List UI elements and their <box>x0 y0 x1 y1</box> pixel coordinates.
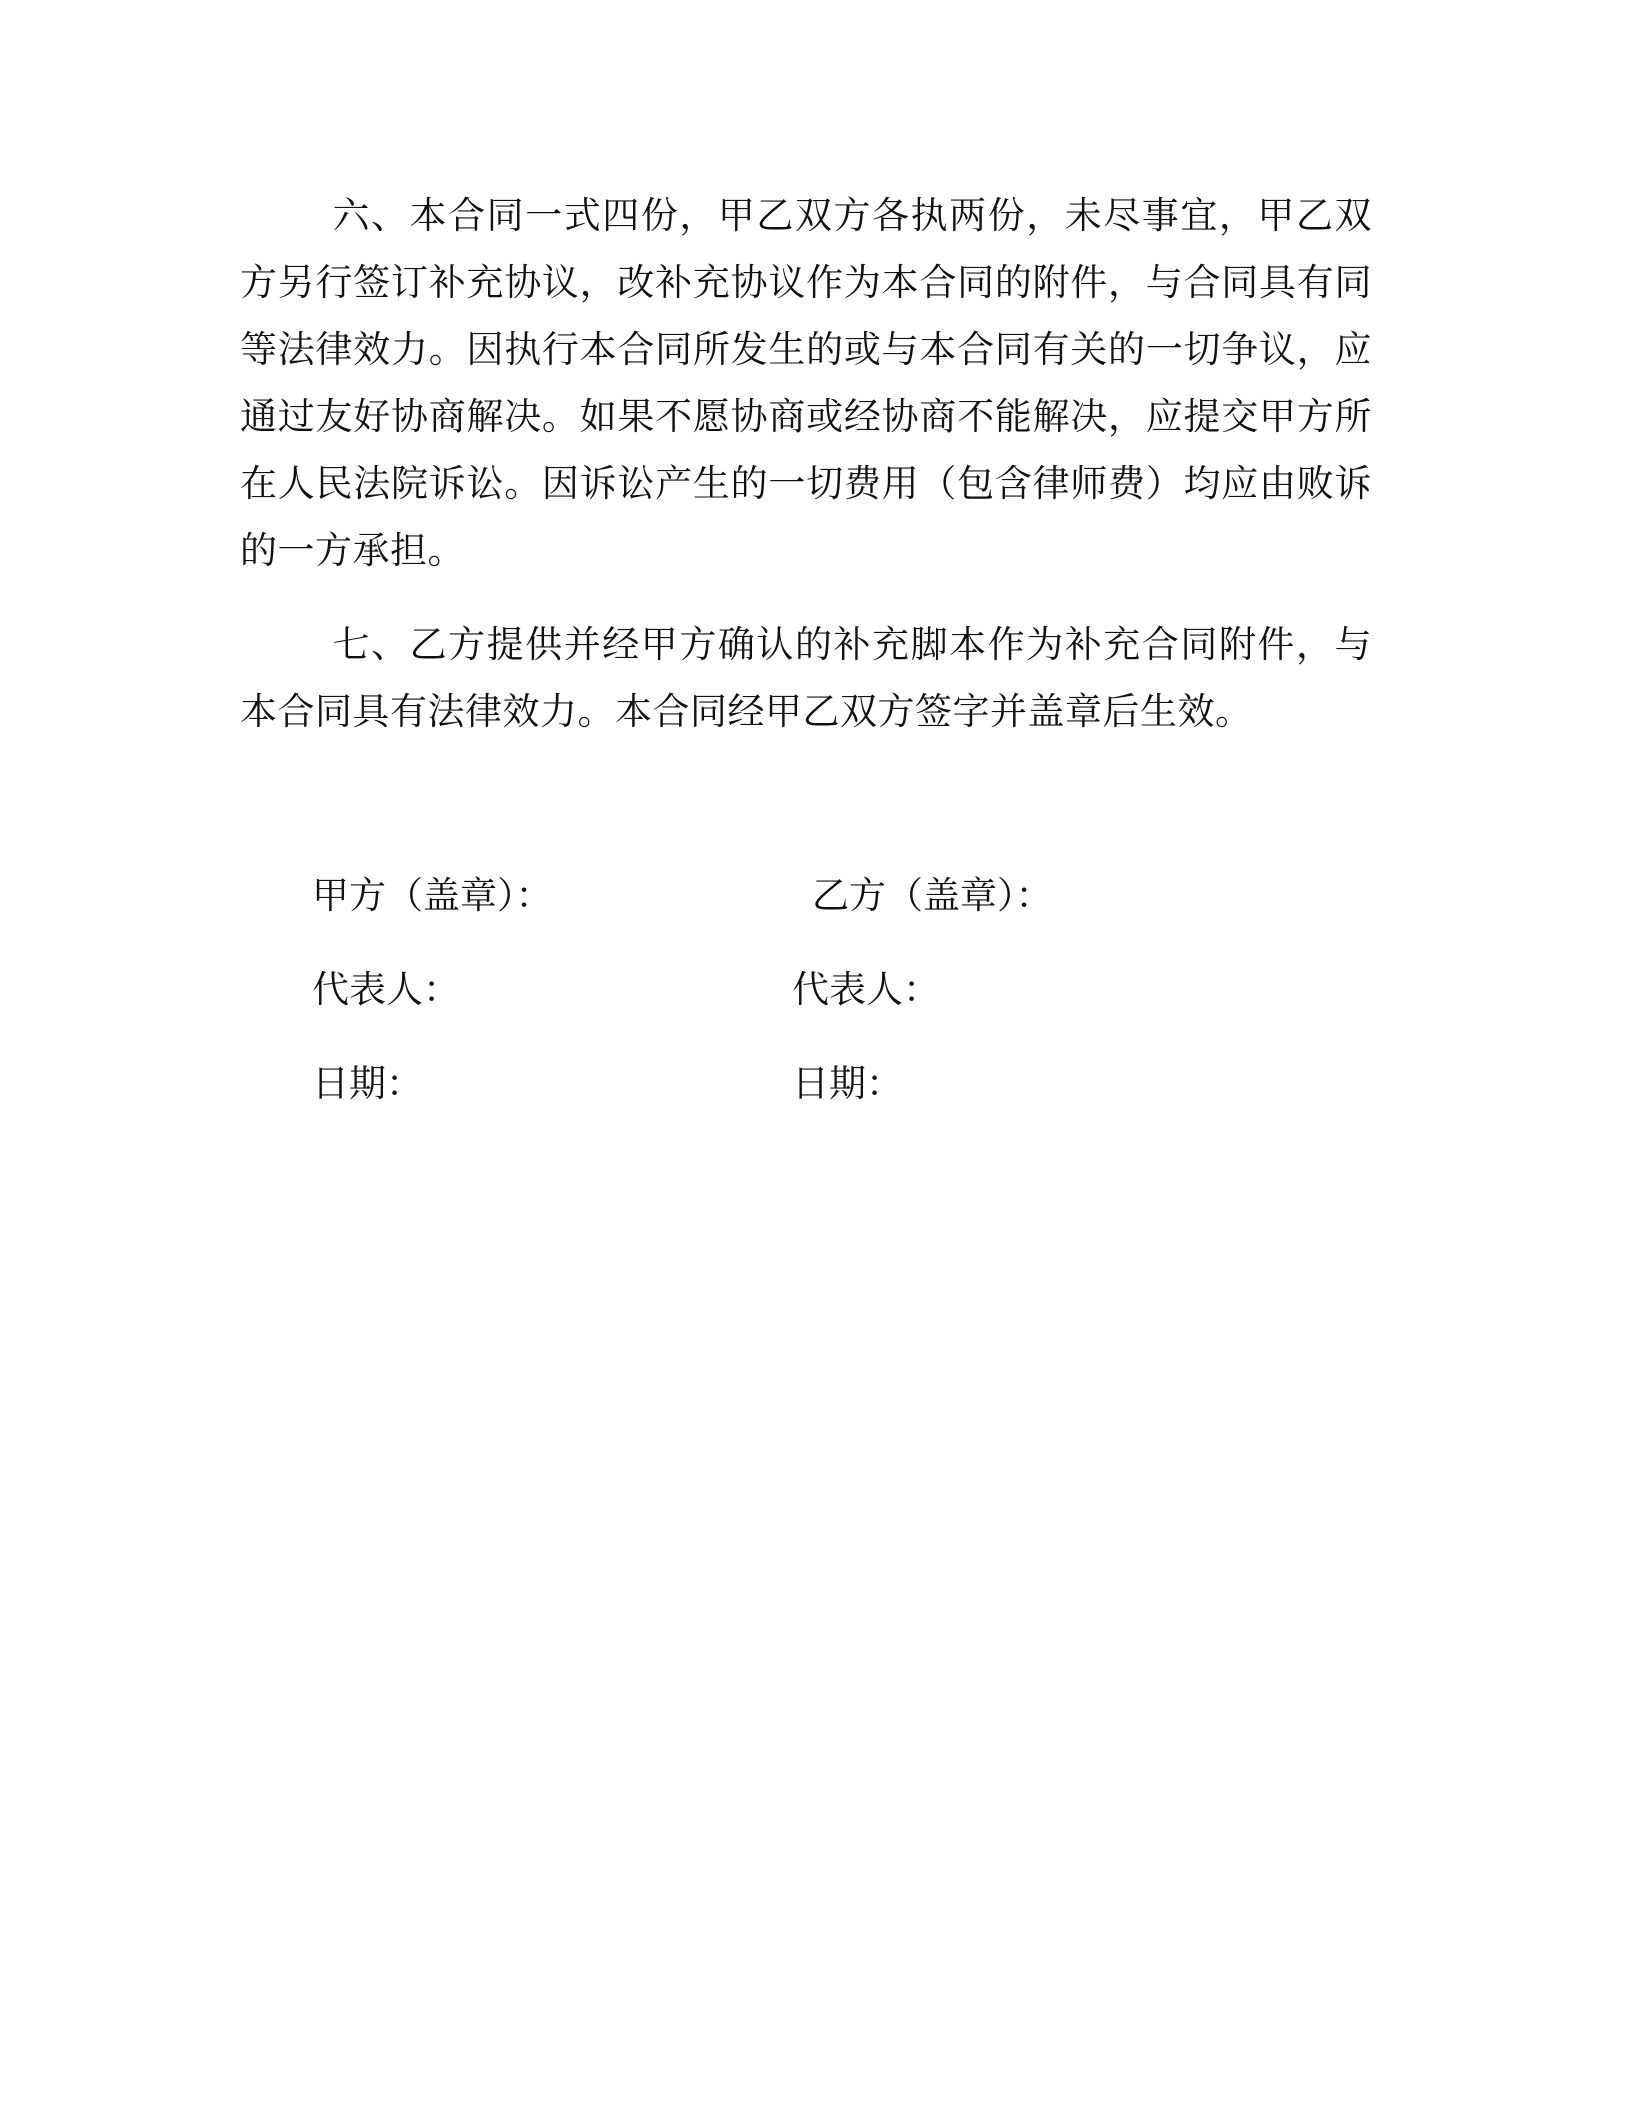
party-a-representative-label: 代表人： <box>312 968 460 1011</box>
party-a-seal-label: 甲方（盖章）： <box>312 874 553 917</box>
party-a-date-label: 日期： <box>312 1062 423 1105</box>
contract-body <box>240 182 1372 745</box>
signature-block <box>0 868 1632 1128</box>
party-b-representative-label: 代表人： <box>792 968 940 1011</box>
clause-six: 六、本合同一式四份，甲乙双方各执两份，未尽事宜，甲乙双方另行签订补充协议，改补充协议作为本合同的附件，与合同具有同等法律效力。因执行本合同所发生的或与本合同有关的一切争议，应通过友好协商解决。如果不愿协商或经协商不能解决，应提交甲方所在人民法院诉讼。因诉讼产生的一切费用（包含律师费）均应由败诉的一方承担。 <box>240 194 1372 572</box>
party-b-seal-label: 乙方（盖章）： <box>812 874 1053 917</box>
party-b-date-label: 日期： <box>792 1062 903 1105</box>
clause-seven: 七、乙方提供并经甲方确认的补充脚本作为补充合同附件，与本合同具有法律效力。本合同经甲乙双方签字并盖章后生效。 <box>240 623 1372 733</box>
